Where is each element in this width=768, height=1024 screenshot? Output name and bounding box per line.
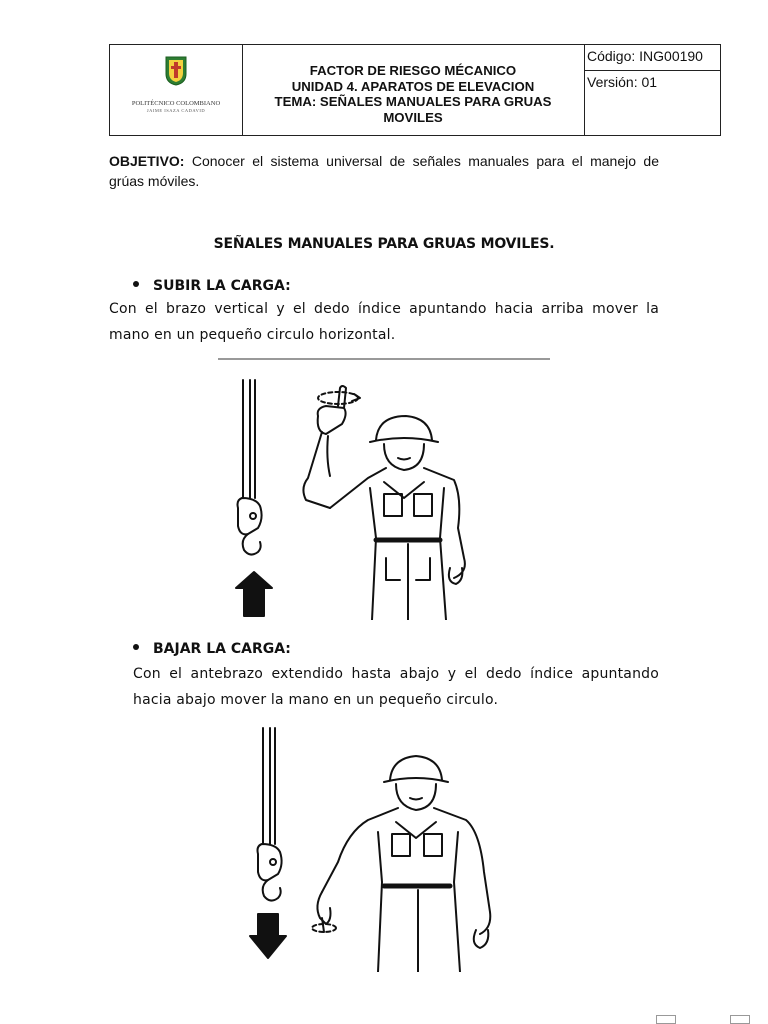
code-cell <box>585 45 721 135</box>
lower-load-illustration <box>218 722 550 972</box>
signal-description: Con el antebrazo extendido hasta abajo y el dedo índice apuntando hacia abajo mover la mano en un pequeño circulo. <box>133 666 659 708</box>
logo-cell <box>110 45 243 135</box>
header-title-line: UNIDAD 4. APARATOS DE ELEVACION <box>291 78 535 94</box>
objective-paragraph <box>109 151 659 191</box>
document-version: Versión: 01 <box>587 74 658 90</box>
signal-heading <box>133 641 291 657</box>
raise-load-illustration <box>218 358 550 620</box>
bullet-icon <box>133 281 139 287</box>
bullet-icon <box>133 644 139 650</box>
signal-description: Con el brazo vertical y el dedo índice apuntando hacia arriba mover la mano en un pequeño circulo horizontal. <box>109 301 659 343</box>
footer-mark <box>656 1015 676 1024</box>
institution-name: POLITÉCNICO COLOMBIANO <box>131 100 221 107</box>
section-title: SEÑALES MANUALES PARA GRUAS MOVILES. <box>213 236 555 252</box>
signal-title: SUBIR LA CARGA: <box>153 278 291 294</box>
header-title <box>242 45 585 135</box>
objective-label: OBJETIVO: <box>109 153 185 169</box>
signal-heading <box>133 278 291 294</box>
signal-title: BAJAR LA CARGA: <box>153 641 291 657</box>
header-title-line: FACTOR DE RIESGO MÉCANICO <box>309 63 517 78</box>
document-code: Código: ING00190 <box>585 45 721 71</box>
header-title-line: MOVILES <box>383 109 443 125</box>
institution-logo <box>165 56 187 86</box>
document-header <box>109 44 721 136</box>
objective-text: Conocer el sistema universal de señales manuales para el manejo de grúas móviles. <box>109 153 659 189</box>
institution-subtitle: JAIME ISAZA CADAVID <box>146 108 206 113</box>
footer-mark <box>730 1015 750 1024</box>
header-title-line: TEMA: SEÑALES MANUALES PARA GRUAS <box>274 94 552 109</box>
